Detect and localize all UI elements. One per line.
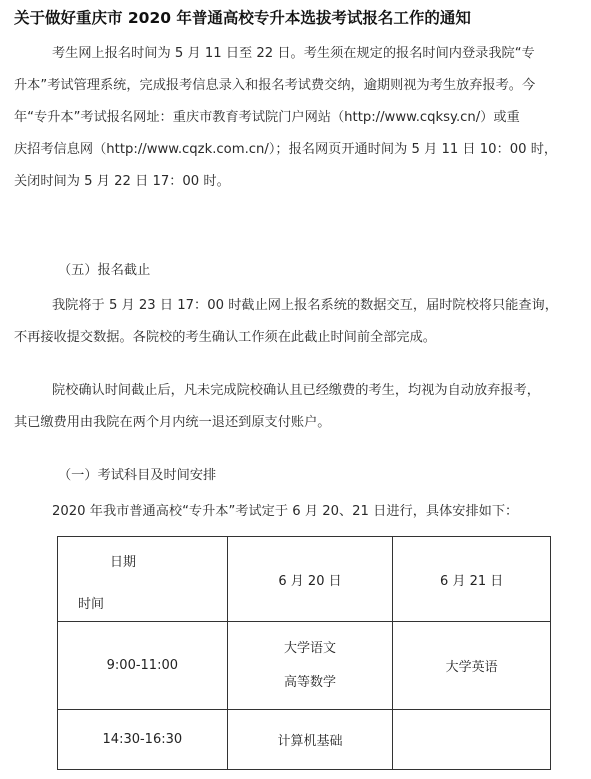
text-line: 院校确认时间截止后，凡未完成院校确认且已经缴费的考生，均视为自动放弃报考， <box>52 383 540 398</box>
time-cell: 14:30-16:30 <box>58 710 228 770</box>
paragraph-registration-time <box>14 38 580 198</box>
table-header-day1: 6 月 20 日 <box>227 537 393 622</box>
exam-schedule-table <box>57 536 551 770</box>
table-header-day2: 6 月 21 日 <box>393 537 551 622</box>
text-line: 关闭时间为 5 月 22 日 17：00 时。 <box>14 174 230 189</box>
text-line: 年“专升本”考试报名网址：重庆市教育考试院门户网站（http://www.cqksy.cn/）或重 <box>14 110 520 125</box>
text-line: 考生网上报名时间为 5 月 11 日至 22 日。考生须在规定的报名时间内登录我院“专 <box>52 46 535 61</box>
text-line: 不再接收提交数据。各院校的考生确认工作须在此截止时间前全部完成。 <box>14 330 436 345</box>
subject-cell <box>227 622 393 710</box>
time-cell: 9:00-11:00 <box>58 622 228 710</box>
subject-cell <box>393 710 551 770</box>
text-line: 其已缴费用由我院在两个月内统一退还到原支付账户。 <box>14 415 331 430</box>
paragraph-refund <box>14 375 580 439</box>
corner-label-time: 时间 <box>78 597 105 612</box>
table-header-row <box>58 537 551 622</box>
text-line: 我院将于 5 月 23 日 17：00 时截止网上报名系统的数据交互，届时院校将只能查询， <box>52 298 558 313</box>
table-corner-cell <box>58 537 228 622</box>
table-row <box>58 622 551 710</box>
text-line: 2020 年我市普通高校“专升本”考试定于 6 月 20、21 日进行，具体安排如下： <box>52 504 519 519</box>
subject-text: 大学语文 <box>284 640 337 656</box>
paragraph-deadline <box>14 290 580 354</box>
section-heading-exam-subjects: （一）考试科目及时间安排 <box>58 468 217 483</box>
section-heading-registration-deadline: （五）报名截止 <box>58 263 151 278</box>
text-line: 庆招考信息网（http://www.cqzk.com.cn/）；报名网页开通时间为 5 月 11 日 10：00 时， <box>14 142 558 157</box>
text-line: 升本”考试管理系统，完成报考信息录入和报名考试费交纳，逾期则视为考生放弃报考。今 <box>14 78 536 93</box>
subject-text: 高等数学 <box>284 674 337 690</box>
paragraph-exam-schedule-intro <box>14 496 580 528</box>
table-row <box>58 710 551 770</box>
subject-cell: 计算机基础 <box>227 710 393 770</box>
notice-title: 关于做好重庆市 2020 年普通高校专升本选拔考试报名工作的通知 <box>14 9 471 27</box>
corner-label-date: 日期 <box>110 555 137 570</box>
subject-cell: 大学英语 <box>393 622 551 710</box>
